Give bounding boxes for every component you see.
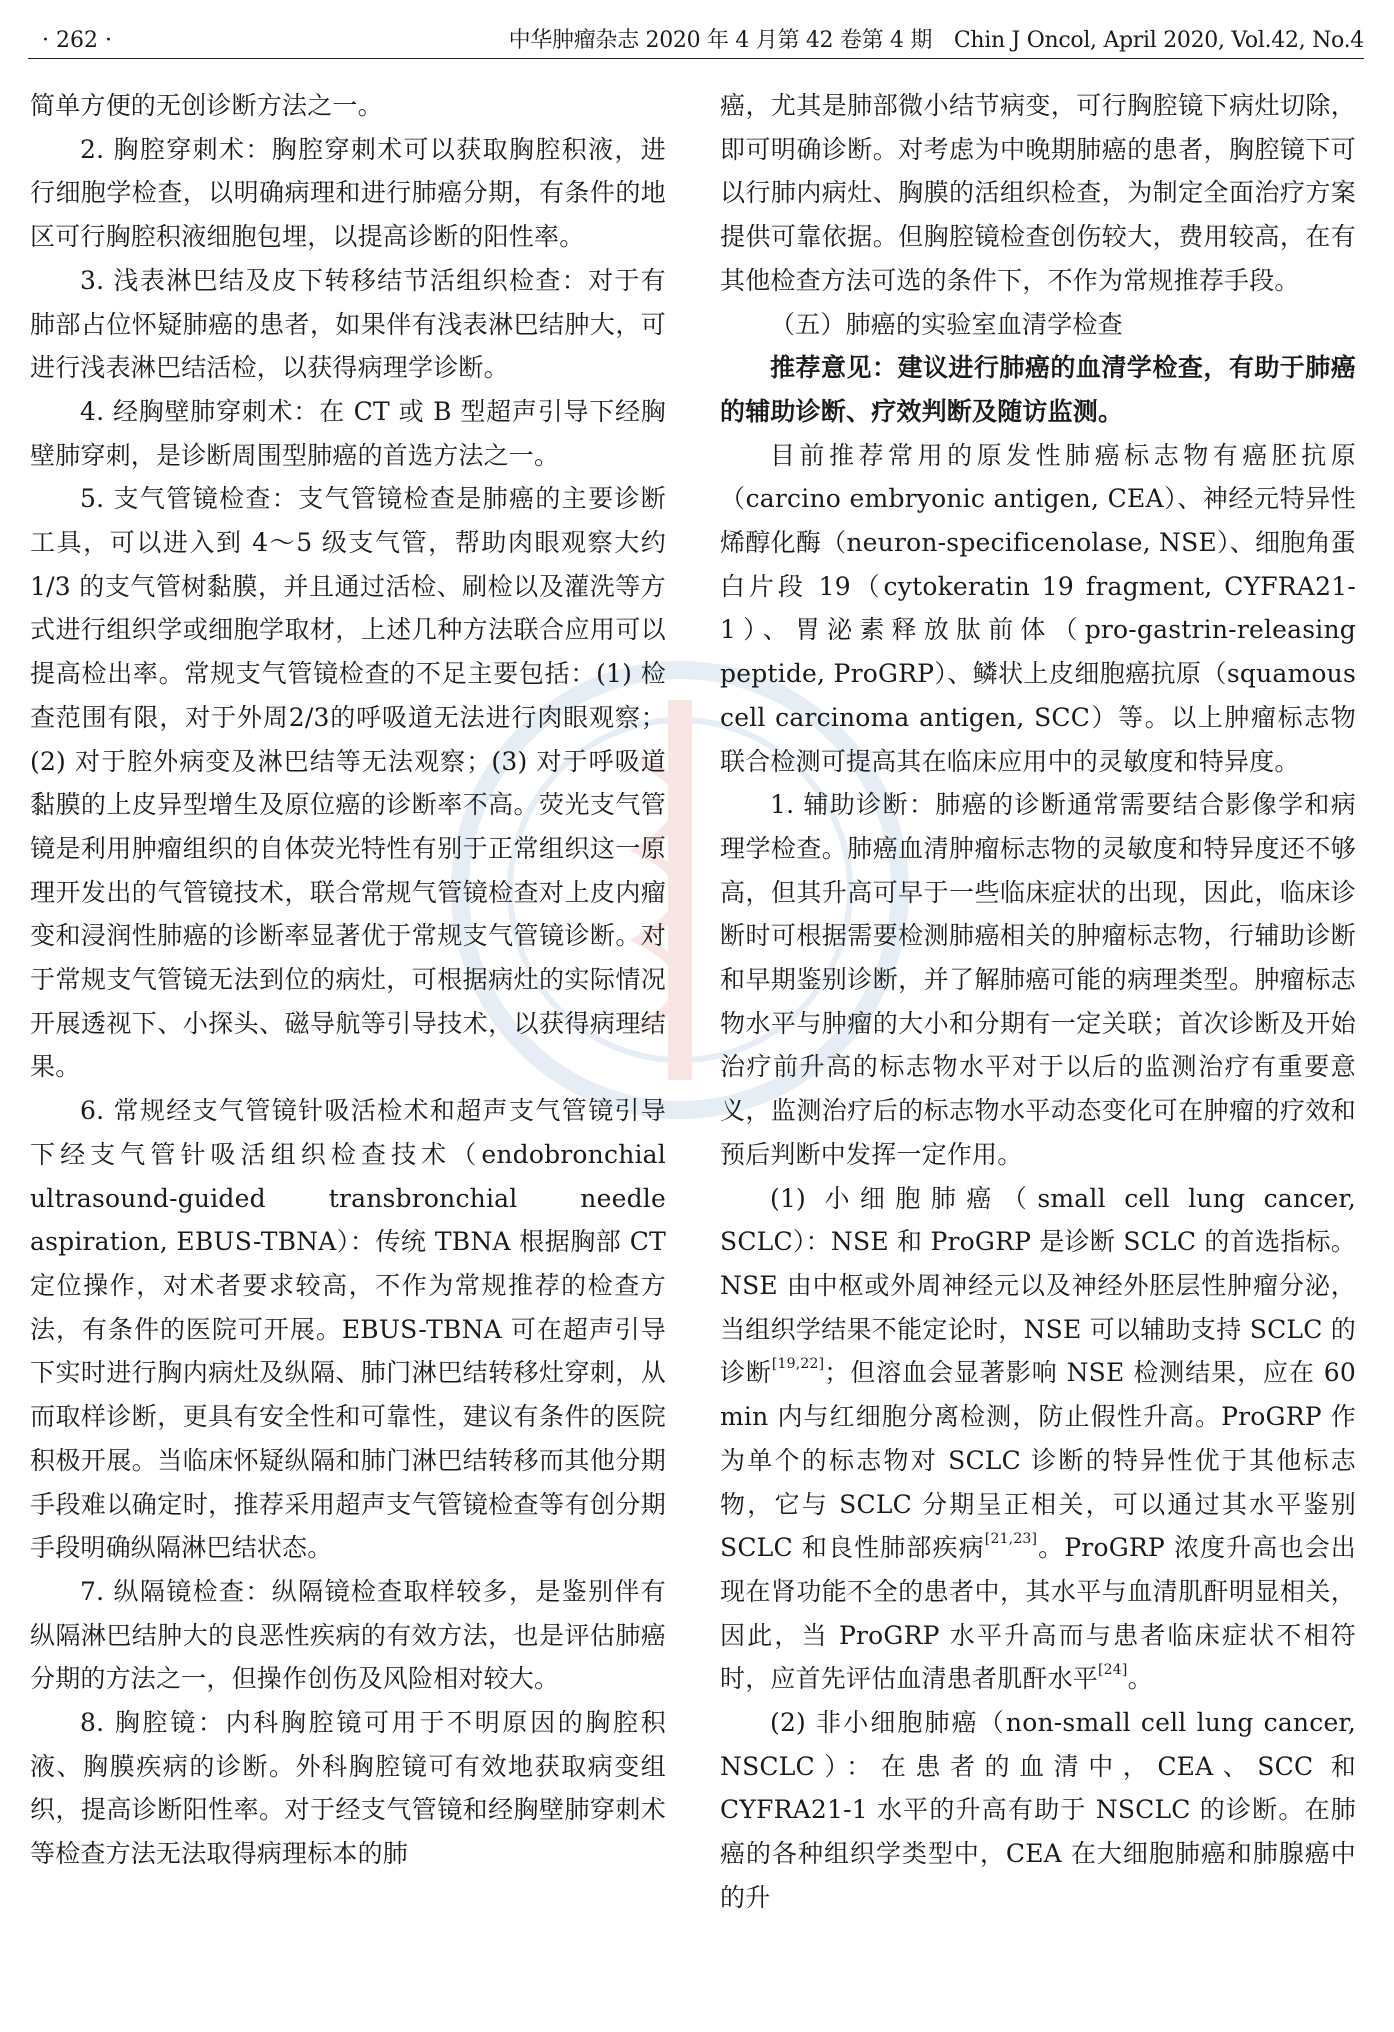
paragraph: 5. 支气管镜检查：支气管镜检查是肺癌的主要诊断工具，可以进入到 4～5 级支气管，帮助肉眼观察大约 1/3 的支气管树黏膜，并且通过活检、刷检以及灌洗等方式进行组织学或细胞学取材，上述几种方法联合应用可以提高检出率。常规支气管镜检查的不足主要包括：(1) 检查范围有限，对于外周2/3的呼吸道无法进行肉眼观察；(2) 对于腔外病变及淋巴结等无法观察；(3) 对于呼吸道黏膜的上皮异型增生及原位癌的诊断率不高。荧光支气管镜是利用肿瘤组织的自体荧光特性有别于正常组织这一原理开发出的气管镜技术，联合常规气管镜检查对上皮内瘤变和浸润性肺癌的诊断率显著优于常规支气管镜诊断。对于常规支气管镜无法到位的病灶，可根据病灶的实际情况开展透视下、小探头、磁导航等引导技术，以获得病理结果。 (30, 484, 666, 1082)
citation[interactable]: [24] (1098, 1662, 1128, 1679)
paragraph: 6. 常规经支气管镜针吸活检术和超声支气管镜引导下经支气管针吸活组织检查技术（endobronchial ultrasound-guided transbronchial needle aspiration, EBUS-TBNA）：传统 TBNA 根据胸部 CT 定位操作，对术者要求较高，不作为常规推荐的检查方法，有条件的医院可开展。EBUS-TBNA 可在超声引导下实时进行胸内病灶及纵隔、肺门淋巴结转移灶穿刺，从而取样诊断，更具有安全性和可靠性，建议有条件的医院积极开展。当临床怀疑纵隔和肺门淋巴结转移而其他分期手段难以确定时，推荐采用超声支气管镜检查等有创分期手段明确纵隔淋巴结状态。 (30, 1096, 666, 1563)
paragraph: 2. 胸腔穿刺术：胸腔穿刺术可以获取胸腔积液，进行细胞学检查，以明确病理和进行肺癌分期，有条件的地区可行胸腔积液细胞包埋，以提高诊断的阳性率。 (30, 134, 666, 252)
section-heading: （五）肺癌的实验室血清学检查 (770, 309, 1123, 339)
text-run: 。 (1127, 1664, 1153, 1694)
paragraph: 简单方便的无创诊断方法之一。 (30, 91, 383, 120)
paragraph: 4. 经胸壁肺穿刺术：在 CT 或 B 型超声引导下经胸壁肺穿刺，是诊断周围型肺癌的首选方法之一。 (30, 396, 666, 470)
paragraph: (2) 非小细胞肺癌（non-small cell lung cancer, NSCLC）：在患者的血清中，CEA、SCC 和 CYFRA21-1 水平的升高有助于 NSCLC 的诊断。在肺癌的各种组织学类型中，CEA 在大细胞肺癌和肺腺癌中的升 (720, 1708, 1356, 1912)
citation[interactable]: [21,23] (984, 1531, 1038, 1548)
paragraph: 8. 胸腔镜：内科胸腔镜可用于不明原因的胸腔积液、胸膜疾病的诊断。外科胸腔镜可有效地获取病变组织，提高诊断阳性率。对于经支气管镜和经胸壁肺穿刺术等检查方法无法取得病理标本的肺 (30, 1708, 666, 1869)
paragraph: 1. 辅助诊断：肺癌的诊断通常需要结合影像学和病理学检查。肺癌血清肿瘤标志物的灵敏度和特异度还不够高，但其升高可早于一些临床症状的出现，因此，临床诊断时可根据需要检测肺癌相关的肿瘤标志物，行辅助诊断和早期鉴别诊断，并了解肺癌可能的病理类型。肿瘤标志物水平与肿瘤的大小和分期有一定关联；首次诊断及开始治疗前升高的标志物水平对于以后的监测治疗有重要意义，监测治疗后的标志物水平动态变化可在肿瘤的疗效和预后判断中发挥一定作用。 (720, 790, 1356, 1169)
paragraph: 7. 纵隔镜检查：纵隔镜检查取样较多，是鉴别伴有纵隔淋巴结肿大的良恶性疾病的有效方法，也是评估肺癌分期的方法之一，但操作创伤及风险相对较大。 (30, 1576, 666, 1694)
recommendation: 推荐意见：建议进行肺癌的血清学检查，有助于肺癌的辅助诊断、疗效判断及随访监测。 (720, 353, 1356, 426)
text-run: 。ProGRP 浓度升高也会出现在肾功能不全的患者中，其水平与血清肌酐明显相关，因此，当 ProGRP 水平升高而与患者临床症状不相符时，应首先评估血清患者肌酐水平 (720, 1533, 1356, 1694)
paragraph: 目前推荐常用的原发性肺癌标志物有癌胚抗原（carcino embryonic antigen, CEA）、神经元特异性烯醇化酶（neuron-specificenolase, NSE）、细胞角蛋白片段 19（cytokeratin 19 fragment, CYFRA21-1）、胃泌素释放肽前体（pro-gastrin-releasing peptide, ProGRP）、鳞状上皮细胞癌抗原（squamous cell carcinoma antigen, SCC）等。以上肿瘤标志物联合检测可提高其在临床应用中的灵敏度和特异度。 (720, 440, 1356, 776)
text-run: ；但溶血会显著影响 NSE 检测结果，应在 60 min 内与红细胞分离检测，防止假性升高。ProGRP 作为单个的标志物对 SCLC 诊断的特异性优于其他标志物，它与 SCLC 分期呈正相关，可以通过其水平鉴别 SCLC 和良性肺部疾病 (720, 1358, 1356, 1563)
citation[interactable]: [19,22] (771, 1356, 825, 1373)
paragraph: 3. 浅表淋巴结及皮下转移结节活组织检查：对于有肺部占位怀疑肺癌的患者，如果伴有浅表淋巴结肿大，可进行浅表淋巴结活检，以获得病理学诊断。 (30, 265, 666, 383)
right-column (720, 84, 1356, 1920)
running-header (28, 22, 1364, 59)
journal-citation: 中华肿瘤杂志 2020 年 4 月第 42 卷第 4 期 Chin J Oncol, April 2020, Vol.42, No.4 (508, 28, 1364, 53)
paragraph: 癌，尤其是肺部微小结节病变，可行胸腔镜下病灶切除，即可明确诊断。对考虑为中晚期肺癌的患者，胸腔镜下可以行肺内病灶、胸膜的活组织检查，为制定全面治疗方案提供可靠依据。但胸腔镜检查创伤较大，费用较高，在有其他检查方法可选的条件下，不作为常规推荐手段。 (720, 91, 1356, 295)
page-number: · 262 · (42, 28, 112, 53)
left-column (30, 84, 666, 1876)
text-run: (1) 小细胞肺癌（small cell lung cancer, SCLC）：NSE 和 ProGRP 是诊断 SCLC 的首选指标。NSE 由中枢或外周神经元以及神经外胚层性肿瘤分泌，当组织学结果不能定论时，NSE 可以辅助支持 SCLC 的诊断 (720, 1183, 1356, 1388)
paragraph (720, 1177, 1356, 1701)
